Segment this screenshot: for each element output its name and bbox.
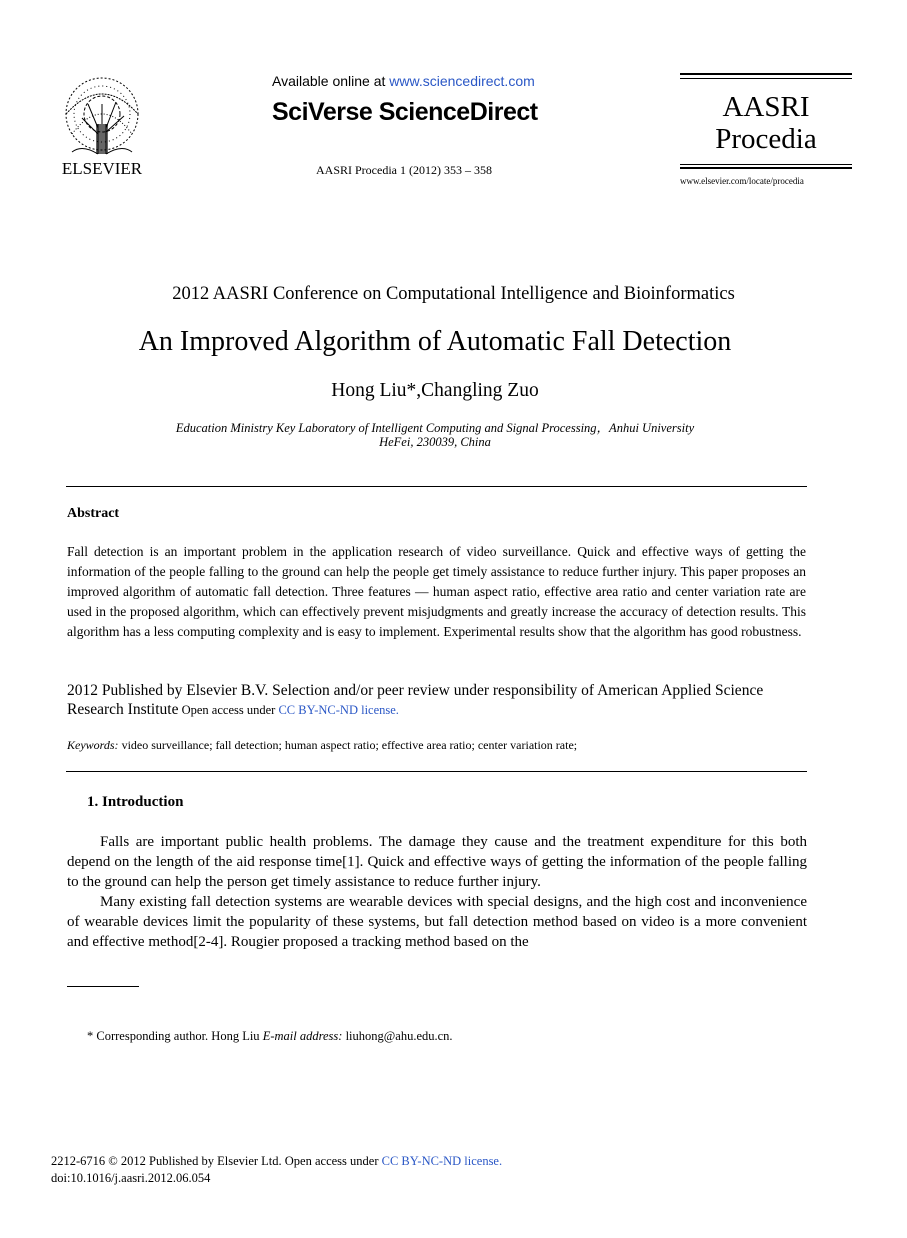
- conference-name: 2012 AASRI Conference on Computational Intelligence and Bioinformatics: [172, 284, 735, 304]
- abstract-text: Fall detection is an important problem in the application research of video surveillance. Quick and effective ways of getting the information of the people falling to the ground can help the people get timely assistance to reduce further injury. This paper proposes an improved algorithm of automatic fall detection. Three features — human aspect ratio, effective area ratio and center variation rate are used in the proposed algorithm, which can effectively prevent misjudgments and greatly increase the accuracy of detection results. This algorithm has a less computing complexity and is easy to implement. Experimental results show that the algorithm has good robustness.: [67, 544, 806, 639]
- footer-license-link[interactable]: CC BY-NC-ND license.: [381, 1154, 503, 1168]
- email-label: E-mail address:: [262, 1029, 343, 1043]
- introduction-paragraph: Falls are important public health problems. The damage they cause and the treatment expenditure for this both depend on the length of the aid response time[1]. Quick and effective ways of getting the information of the people falling to the ground can help the person get timely assistance to reduce further injury.: [67, 834, 807, 890]
- introduction-body: [67, 832, 807, 952]
- sciencedirect-link[interactable]: www.sciencedirect.com: [389, 73, 535, 89]
- authors: Hong Liu*,Changling Zuo: [331, 380, 539, 401]
- open-access-prefix: Open access under: [178, 703, 279, 717]
- divider-top: [66, 486, 807, 487]
- footnote-rule: [67, 986, 139, 987]
- footnote-text: * Corresponding author. Hong Liu: [87, 1029, 263, 1043]
- paper-title: An Improved Algorithm of Automatic Fall Detection: [138, 326, 732, 357]
- rule-top-thin: [680, 78, 852, 79]
- footnote: [87, 1029, 453, 1044]
- abstract-heading: Abstract: [67, 506, 120, 521]
- published-statement: [67, 681, 807, 720]
- keywords: [67, 738, 807, 753]
- rule-bottom-thick: [680, 167, 852, 169]
- footer-doi[interactable]: doi:10.1016/j.aasri.2012.06.054: [51, 1171, 211, 1185]
- keywords-label: Keywords:: [67, 738, 119, 752]
- published-text: 2012 Published by Elsevier B.V. Selection and/or peer review under responsibility of American Applied Science Research Institute: [67, 682, 764, 718]
- footer-copyright: [51, 1154, 502, 1169]
- email-address[interactable]: liuhong@ahu.edu.cn.: [342, 1029, 453, 1043]
- rule-bottom-thin: [680, 164, 852, 165]
- journal-title: [680, 91, 852, 155]
- affiliation-line1: Education Ministry Key Laboratory of Intelligent Computing and Signal Processing，Anhui University: [175, 421, 695, 435]
- journal-title-line2: Procedia: [715, 123, 817, 155]
- journal-reference: AASRI Procedia 1 (2012) 353 – 358: [316, 163, 492, 177]
- elsevier-logo: [52, 74, 152, 180]
- footer-copyright-text: 2212-6716 © 2012 Published by Elsevier Ltd. Open access under: [51, 1154, 382, 1168]
- availability-line: [272, 73, 535, 89]
- journal-url[interactable]: www.elsevier.com/locate/procedia: [680, 176, 804, 186]
- introduction-paragraph: Many existing fall detection systems are wearable devices with special designs, and the high cost and inconvenience of wearable devices limit the popularity of these systems, but fall detection method based on video is a more convenient and effective method[2-4]. Rougier proposed a tracking method based on the: [67, 894, 807, 950]
- license-link[interactable]: CC BY-NC-ND license.: [278, 703, 399, 717]
- keywords-list: video surveillance; fall detection; human aspect ratio; effective area ratio; center variation rate;: [118, 738, 578, 752]
- available-prefix: Available online at: [272, 73, 390, 89]
- divider-bottom: [66, 771, 807, 772]
- affiliation-line2: HeFei, 230039, China: [379, 435, 491, 449]
- journal-title-box: [680, 73, 852, 173]
- journal-title-line1: AASRI: [722, 91, 810, 123]
- elsevier-tree-icon: [52, 74, 152, 180]
- introduction-heading: 1. Introduction: [87, 794, 184, 810]
- rule-top-thick: [680, 73, 852, 75]
- sciverse-logo: SciVerse ScienceDirect: [272, 98, 538, 126]
- elsevier-wordmark: ELSEVIER: [61, 159, 143, 178]
